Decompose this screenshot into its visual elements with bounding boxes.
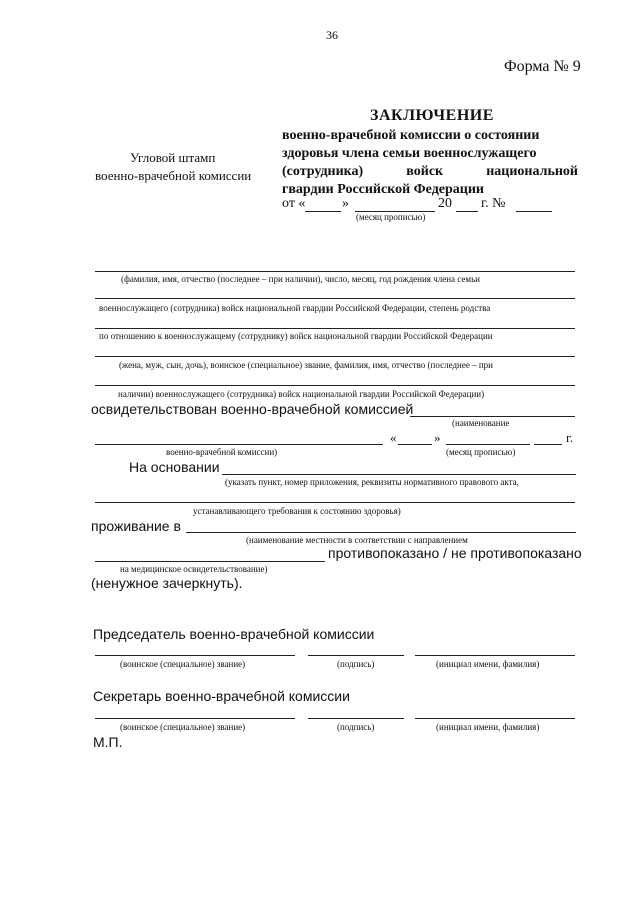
vvk-caption: военно-врачебной комиссии) <box>166 447 278 457</box>
vvk-line <box>95 444 383 445</box>
examined-quote-open: « <box>390 430 397 445</box>
secretary-signature-caption: (подпись) <box>337 722 375 732</box>
presence-caption: наличии) военнослужащего (сотрудника) войск национальной гвардии Российской Федерации) <box>118 389 485 399</box>
residence-label: проживание в <box>91 518 181 534</box>
chair-signature-caption: (подпись) <box>337 659 375 669</box>
chair-initials-caption: (инициал имени, фамилия) <box>436 659 540 669</box>
examined-line <box>410 416 575 417</box>
secretary-label: Секретарь военно-врачебной комиссии <box>93 688 350 704</box>
date-close-quote: » <box>342 196 349 211</box>
date-year-line <box>456 211 478 212</box>
title-line-3-b: войск <box>406 164 444 179</box>
fio-line <box>95 271 575 272</box>
secretary-rank-line <box>95 718 295 719</box>
naim-caption: (наименование <box>452 418 510 428</box>
examined-g: г. <box>566 430 574 445</box>
title-line-3-c: национальной <box>486 164 578 179</box>
requirements-line <box>95 502 575 503</box>
month-caption: (месяц прописью) <box>446 447 516 457</box>
secretary-signature-line <box>308 718 404 719</box>
seal-label: М.П. <box>93 734 123 750</box>
examined-month-line <box>446 444 530 445</box>
title-line-3-a: (сотрудника) <box>282 164 364 179</box>
locality-caption: (наименование местности в соответствии с направлением <box>246 535 468 545</box>
examined-day-line <box>398 444 432 445</box>
strike-note: (ненужное зачеркнуть). <box>91 575 243 591</box>
chair-rank-caption: (воинское (специальное) звание) <box>120 659 246 669</box>
basis-label: На основании <box>129 459 220 475</box>
basis-line <box>222 474 576 475</box>
chair-rank-line <box>95 655 295 656</box>
examined-label: освидетельствован военно-врачебной комиссией <box>91 401 414 417</box>
title-line-4: гвардии Российской Федерации <box>282 182 484 197</box>
requirements-caption: устанавливающего требования к состоянию здоровья) <box>193 506 401 516</box>
title-line-2: здоровья члена семьи военнослужащего <box>282 146 537 161</box>
title-line-1: военно-врачебной комиссии о состоянии <box>282 128 540 143</box>
relation-caption: по отношению к военнослужащему (сотруднику) войск национальной гвардии Российской Федерации <box>99 331 493 341</box>
spouse-line <box>95 356 575 357</box>
page-number: 36 <box>326 28 338 42</box>
fio-caption: (фамилия, имя, отчество (последнее – при наличии), число, месяц, год рождения члена семьи <box>121 274 480 284</box>
residence-line <box>186 532 576 533</box>
presence-line <box>95 385 575 386</box>
chair-initials-line <box>415 655 575 656</box>
point-caption: (указать пункт, номер приложения, реквизиты нормативного правового акта, <box>225 477 519 487</box>
stamp-line-1: Угловой штамп <box>130 150 216 165</box>
chair-signature-line <box>308 655 404 656</box>
cert-line <box>95 561 325 562</box>
secretary-rank-caption: (воинское (специальное) звание) <box>120 722 246 732</box>
serviceman-line <box>95 298 575 299</box>
spouse-caption: (жена, муж, сын, дочь), воинское (специальное) звание, фамилия, имя, отчество (последнее – при <box>119 360 493 370</box>
secretary-initials-caption: (инициал имени, фамилия) <box>436 722 540 732</box>
date-year: 20 <box>438 196 452 211</box>
examined-quote-close: » <box>434 430 441 445</box>
form-label: Форма № 9 <box>504 58 581 75</box>
date-day-line <box>305 211 341 212</box>
date-number-line <box>516 211 552 212</box>
date-caption: (месяц прописью) <box>356 212 426 222</box>
serviceman-caption: военнослужащего (сотрудника) войск национальной гвардии Российской Федерации, степень родства <box>99 303 491 313</box>
secretary-initials-line <box>415 718 575 719</box>
title-line-3 <box>282 163 578 181</box>
document-heading: ЗАКЛЮЧЕНИЕ <box>370 107 494 124</box>
date-g-number: г. № <box>481 196 506 211</box>
title-block <box>282 127 578 199</box>
contra-label: противопоказано / не противопоказано <box>328 545 582 561</box>
relation-line <box>95 328 575 329</box>
chair-label: Председатель военно-врачебной комиссии <box>93 626 375 642</box>
date-from: от « <box>282 196 306 211</box>
cert-caption: на медицинское освидетельствование) <box>120 564 268 574</box>
stamp-line-2: военно-врачебной комиссии <box>95 168 252 183</box>
examined-year-line <box>534 444 562 445</box>
